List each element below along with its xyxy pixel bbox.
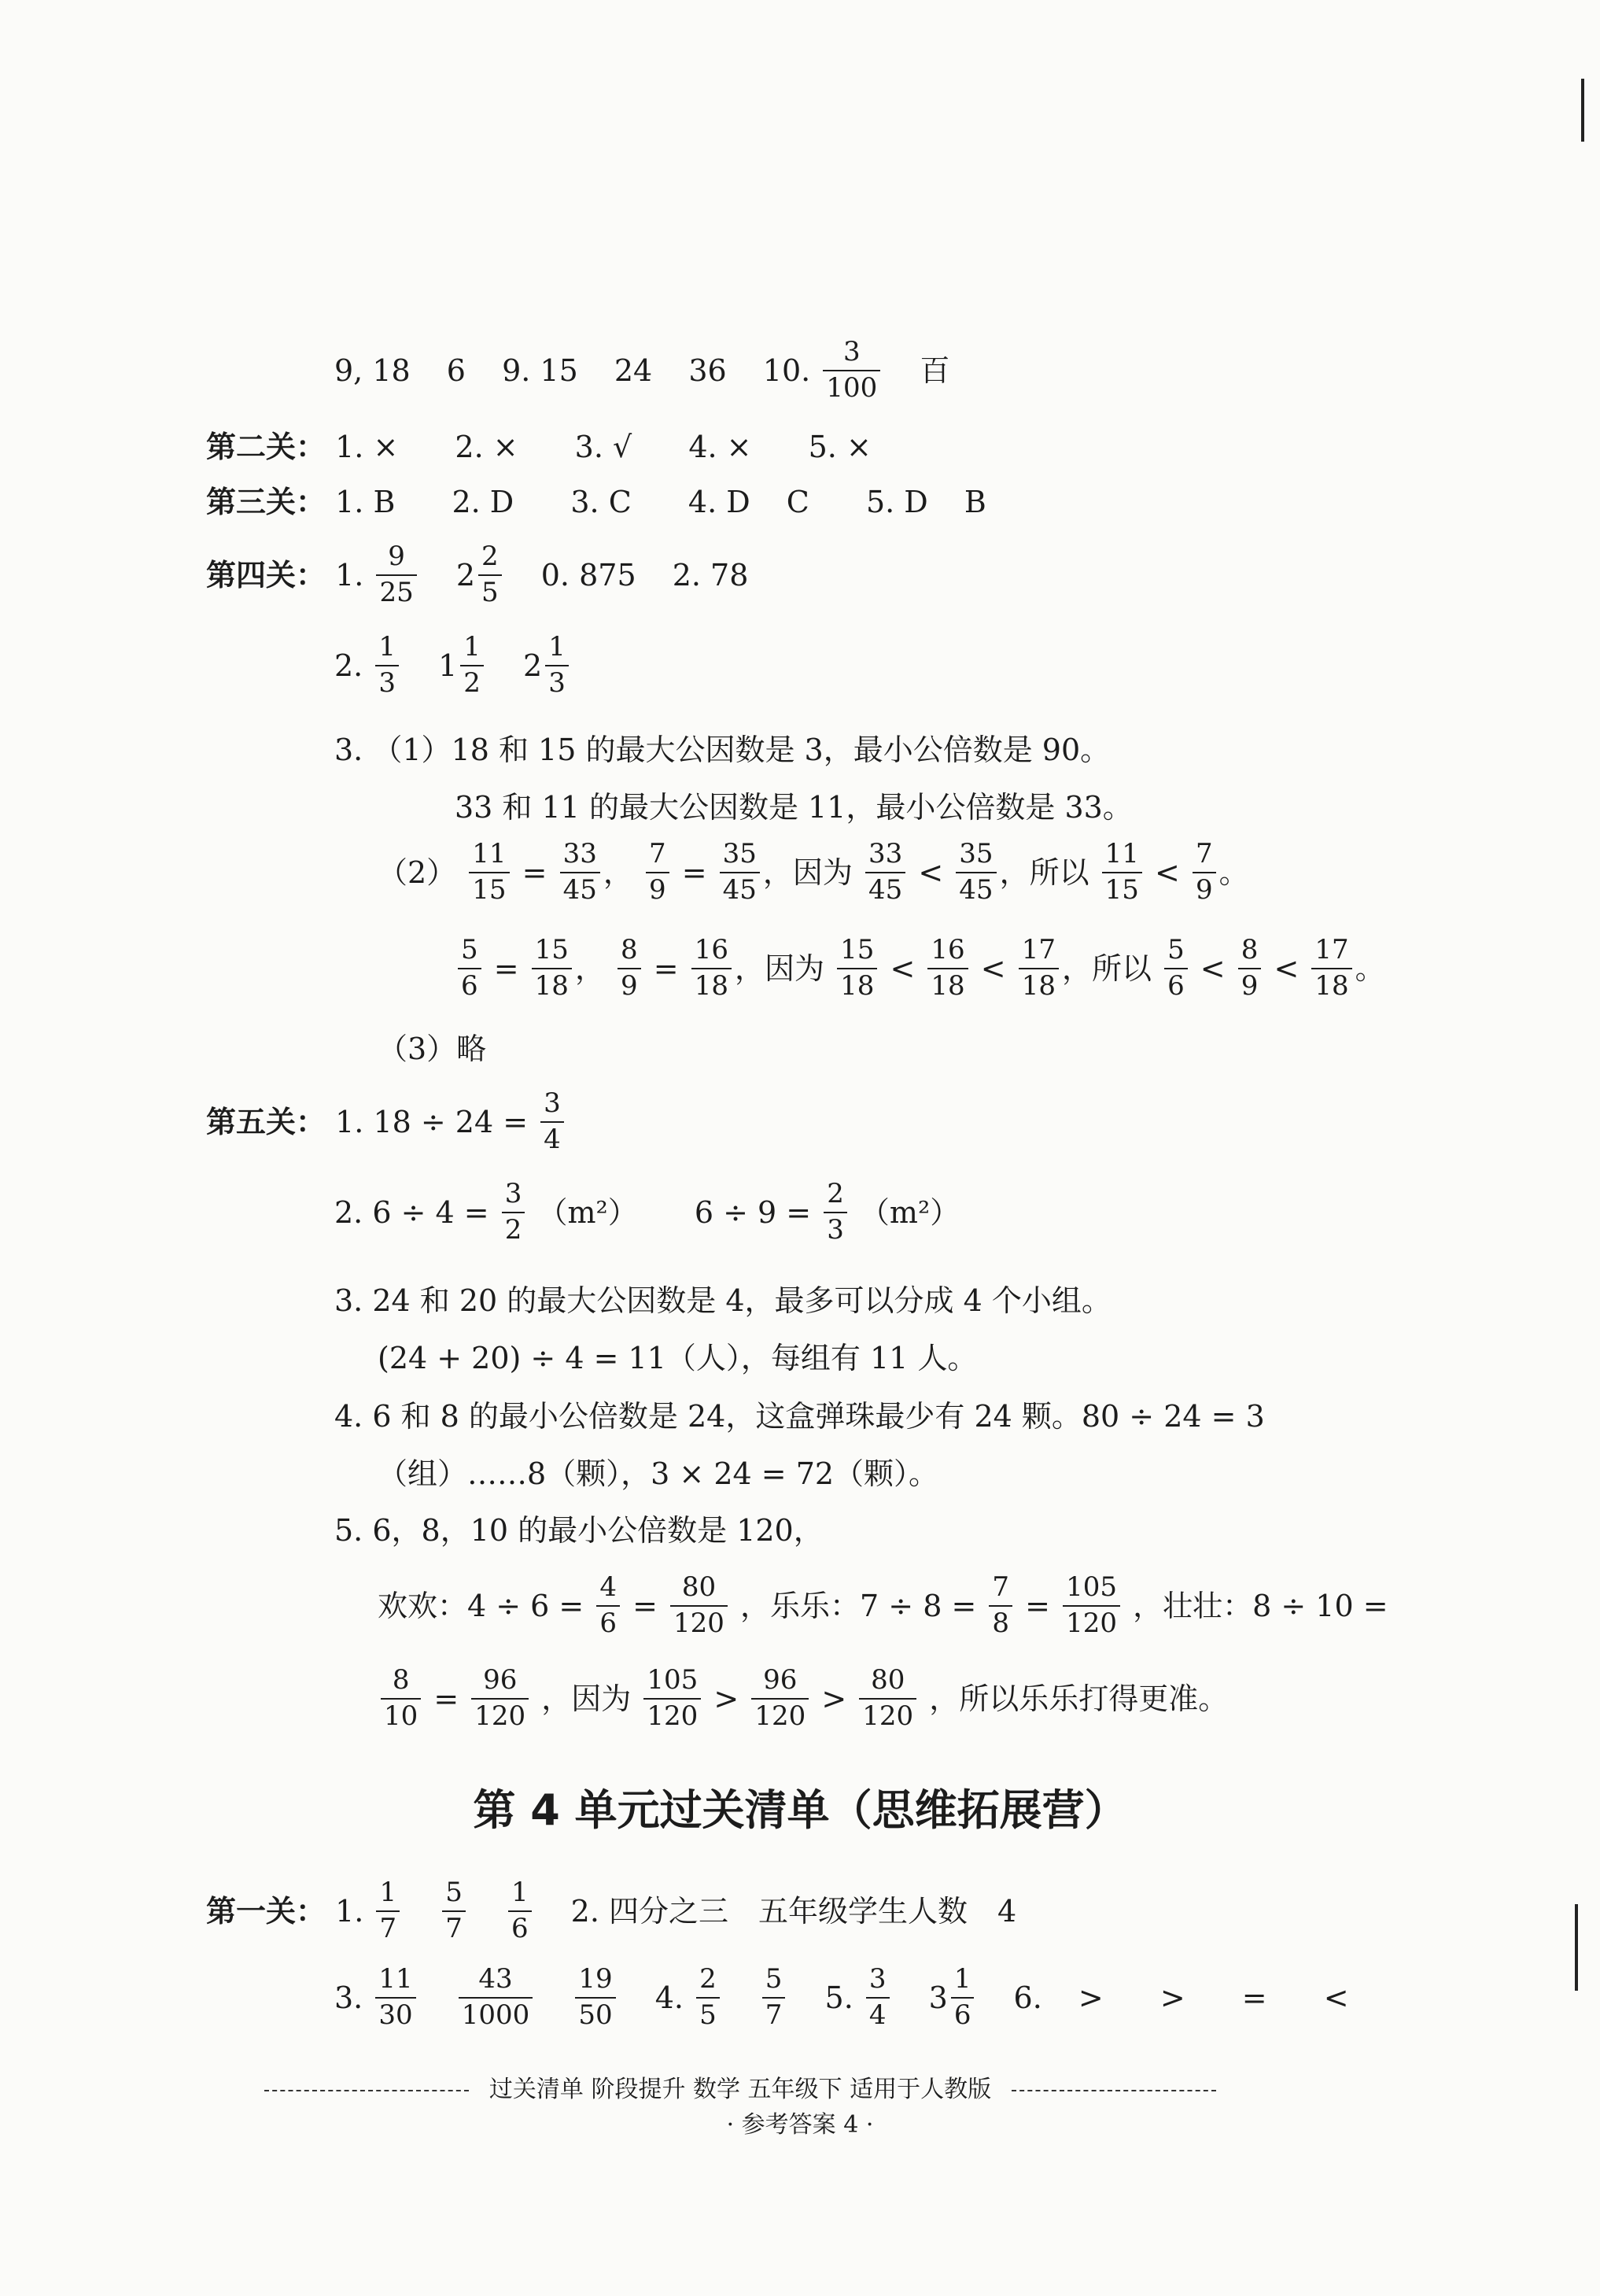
fraction: $\frac{5}{7}$ — [442, 1879, 466, 1943]
fraction: $\frac{11}{15}$ — [1102, 840, 1142, 904]
fraction: $\frac{105}{120}$ — [1063, 1574, 1120, 1637]
fraction: $\frac{2}{5}$ — [478, 543, 502, 607]
fraction: $\frac{2}{3}$ — [824, 1180, 847, 1244]
level-4-compare-2: $\frac{5}{6}$ = $\frac{15}{18}$ ， $\frac{8}{9}$ = $\frac{16}{18}$ ，因为 $\frac{15}{18}$ < $\frac{16}{18}$ < $\frac{17}{18}$ ，所以 $\frac{5}{6}$ < $\frac{8}{9}$ < $\frac{17}{18}$ 。 — [455, 936, 1385, 1000]
fraction: $\frac{8}{9}$ — [1238, 936, 1262, 1000]
fraction: $\frac{5}{7}$ — [762, 1966, 786, 2029]
level-5-line-1: 第五关： 1. 18 ÷ 24 = $\frac{3}{4}$ — [206, 1090, 567, 1154]
fraction: $\frac{33}{45}$ — [560, 840, 600, 904]
answer-line-top: 9, 18 6 9. 15 24 36 10. $\frac{3}{100}$ 百 — [334, 336, 950, 404]
footer-rule-right — [1012, 2090, 1216, 2091]
fraction: $\frac{1}{6}$ — [951, 1966, 975, 2029]
level-5-line-2: 2. 6 ÷ 4 = $\frac{3}{2}$ （m²） 6 ÷ 9 = $\frac{2}{3}$ （m²） — [334, 1178, 960, 1246]
level-5-line-3b: (24 + 20) ÷ 4 = 11（人），每组有 11 人。 — [378, 1340, 978, 1375]
fraction: $\frac{4}{6}$ — [596, 1574, 620, 1637]
page-number: · 参考答案 4 · — [726, 2111, 874, 2139]
fraction: $\frac{43}{1000}$ — [459, 1966, 533, 2029]
fraction: $\frac{19}{50}$ — [575, 1966, 615, 2029]
fraction: $\frac{11}{30}$ — [375, 1966, 415, 2029]
fraction: $\frac{8}{10}$ — [381, 1667, 421, 1730]
fraction: $\frac{7}{9}$ — [1193, 840, 1216, 904]
level-5-line-3: 3. 24 和 20 的最大公因数是 4，最多可以分成 4 个小组。 — [334, 1283, 1112, 1318]
fraction: $\frac{80}{120}$ — [859, 1667, 916, 1730]
fraction: $\frac{5}{6}$ — [1164, 936, 1188, 1000]
fraction: $\frac{1}{3}$ — [545, 633, 569, 697]
footer-rule-left — [264, 2090, 469, 2091]
fraction: $\frac{1}{6}$ — [508, 1879, 532, 1943]
fraction: $\frac{7}{9}$ — [646, 840, 669, 904]
level-5-line-5: 5. 6，8，10 的最小公倍数是 120， — [334, 1512, 824, 1548]
fraction: $\frac{96}{120}$ — [751, 1667, 809, 1730]
fraction: $\frac{9}{25}$ — [376, 543, 416, 607]
fraction: $\frac{35}{45}$ — [956, 840, 996, 904]
level-5-line-5b: 欢欢：4 ÷ 6 = $\frac{4}{6}$ = $\frac{80}{120}$ ，乐乐：7 ÷ 8 = $\frac{7}{8}$ = $\frac{105}{120}$ ，壮壮：8 ÷ 10 = — [378, 1571, 1388, 1639]
fraction: $\frac{3}{4}$ — [866, 1966, 890, 2029]
fraction: $\frac{33}{45}$ — [865, 840, 905, 904]
fraction: $\frac{15}{18}$ — [532, 936, 572, 1000]
level-4-line-2: 2. $\frac{1}{3}$ 1 $\frac{1}{2}$ 2 $\frac{1}{3}$ — [334, 633, 572, 697]
fraction: $\frac{96}{120}$ — [471, 1667, 529, 1730]
fraction: $\frac{105}{120}$ — [643, 1667, 701, 1730]
level-5-line-4: 4. 6 和 8 的最小公倍数是 24，这盒弹珠最少有 24 颗。80 ÷ 24 = 3 — [334, 1398, 1265, 1434]
fraction: $\frac{17}{18}$ — [1311, 936, 1351, 1000]
fraction: $\frac{5}{6}$ — [458, 936, 481, 1000]
fraction: $\frac{1}{2}$ — [460, 633, 484, 697]
fraction: $\frac{3}{2}$ — [502, 1180, 525, 1244]
level-4-line-3-2: 33 和 11 的最大公因数是 11，最小公倍数是 33。 — [455, 789, 1133, 825]
level-5-line-4b: （组）……8（颗），3 × 24 = 72（颗）。 — [378, 1456, 939, 1491]
fraction: $\frac{3}{100}$ — [823, 338, 880, 402]
unit4-level-1-line-1: 第一关： 1. $\frac{1}{7}$ $\frac{5}{7}$ $\frac{1}{6}$ 2. 四分之三 五年级学生人数 4 — [206, 1877, 1017, 1944]
level-4-compare-1: （2） $\frac{11}{15}$ = $\frac{33}{45}$ ， $\frac{7}{9}$ = $\frac{35}{45}$ ，因为 $\frac{33}{45}$ < $\frac{35}{45}$ ，所以 $\frac{11}{15}$ < $\frac{7}{9}$ 。 — [378, 838, 1249, 906]
level-3-answers: 第三关： 1. B 2. D 3. C 4. D C 5. D B — [206, 484, 986, 519]
scan-mark — [1581, 79, 1584, 142]
fraction: $\frac{17}{18}$ — [1019, 936, 1059, 1000]
fraction: $\frac{35}{45}$ — [720, 840, 760, 904]
fraction: $\frac{16}{18}$ — [691, 936, 732, 1000]
unit4-level-1-line-2: 3. $\frac{11}{30}$ $\frac{43}{1000}$ $\frac{19}{50}$ 4. $\frac{2}{5}$ $\frac{5}{7}$ 5. $\frac{3}{4}$ 3 $\frac{1}{6}$ 6. > > = < — [334, 1963, 1349, 2031]
level-4-line-3-1: 3. （1）18 和 15 的最大公因数是 3，最小公倍数是 90。 — [334, 732, 1111, 767]
footer: 过关清单 阶段提升 数学 五年级下 适用于人教版 — [201, 2069, 1280, 2104]
section-title: 第 4 单元过关清单（思维拓展营） — [473, 1785, 1127, 1835]
fraction: $\frac{1}{3}$ — [375, 633, 399, 697]
level-5-line-5c: $\frac{8}{10}$ = $\frac{96}{120}$ ，因为 $\frac{105}{120}$ > $\frac{96}{120}$ > $\frac{80}{120}$ ，所以乐乐打得更准。 — [378, 1667, 1228, 1730]
fraction: $\frac{16}{18}$ — [927, 936, 968, 1000]
fraction: $\frac{2}{5}$ — [696, 1966, 720, 2029]
fraction: $\frac{1}{7}$ — [376, 1879, 400, 1943]
level-4-line-1: 第四关： 1. $\frac{9}{25}$ 2 $\frac{2}{5}$ 0. 875 2. 78 — [206, 541, 749, 608]
scan-mark — [1575, 1904, 1578, 1991]
fraction: $\frac{3}{4}$ — [540, 1090, 564, 1154]
fraction: $\frac{8}{9}$ — [618, 936, 641, 1000]
fraction: $\frac{80}{120}$ — [670, 1574, 728, 1637]
level-4-line-3-3: （3）略 — [378, 1031, 487, 1066]
fraction: $\frac{11}{15}$ — [469, 840, 509, 904]
fraction: $\frac{15}{18}$ — [837, 936, 877, 1000]
fraction: $\frac{7}{8}$ — [989, 1574, 1012, 1637]
level-2-answers: 第二关： 1. × 2. × 3. √ 4. × 5. × — [206, 429, 872, 464]
